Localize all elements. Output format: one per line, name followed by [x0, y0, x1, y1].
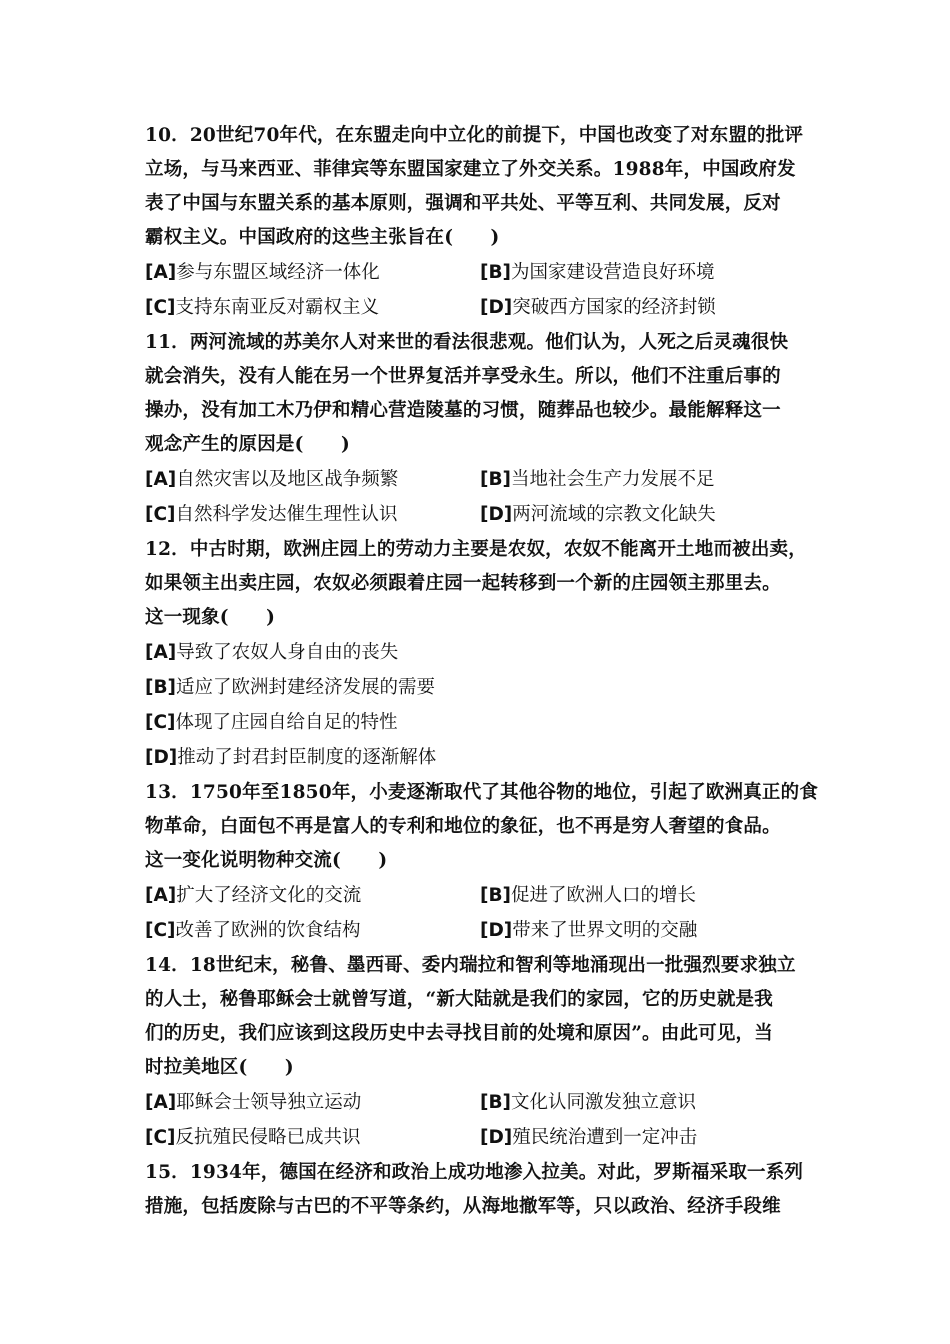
question-14-line-2: 的人士，秘鲁耶稣会士就曾写道，“新大陆就是我们的家园，它的历史就是我 — [145, 989, 773, 1010]
question-14-option-c[interactable] — [145, 1126, 361, 1150]
question-13-option-a[interactable] — [145, 884, 361, 908]
question-11-option-a[interactable] — [145, 468, 398, 492]
option-text: 自然灾害以及地区战争频繁 — [176, 469, 399, 490]
question-14-line-3: 们的历史，我们应该到这段历史中去寻找目前的处境和原因”。由此可见，当 — [145, 1023, 773, 1044]
question-12-line-2: 如果领主出卖庄园，农奴必须跟着庄园一起转移到一个新的庄园领主那里去。 — [145, 573, 781, 594]
question-15-line-1: 15．1934年，德国在经济和政治上成功地渗入拉美。对此，罗斯福采取一系列 — [145, 1162, 804, 1183]
option-letter: [B] — [480, 469, 512, 490]
option-letter: [C] — [145, 504, 176, 525]
option-text: 促进了欧洲人口的增长 — [511, 885, 697, 906]
option-letter: [C] — [145, 297, 176, 318]
option-letter: [A] — [145, 469, 177, 490]
option-letter: [A] — [145, 1092, 177, 1113]
option-letter: [D] — [480, 920, 513, 941]
option-text: 扩大了经济文化的交流 — [176, 885, 362, 906]
option-text: 两河流域的宗教文化缺失 — [512, 504, 716, 525]
option-letter: [D] — [480, 1127, 513, 1148]
option-letter: [D] — [480, 297, 513, 318]
question-13-line-2: 物革命，白面包不再是富人的专利和地位的象征，也不再是穷人奢望的食品。 — [145, 816, 781, 837]
option-text: 支持东南亚反对霸权主义 — [175, 297, 380, 318]
option-text: 耶稣会士领导独立运动 — [176, 1092, 362, 1113]
question-10-line-4: 霸权主义。中国政府的这些主张旨在( ) — [145, 227, 500, 248]
option-text: 参与东盟区域经济一体化 — [176, 262, 380, 283]
question-15-line-2: 措施，包括废除与古巴的不平等条约，从海地撤军等，只以政治、经济手段维 — [145, 1196, 781, 1217]
option-letter: [C] — [145, 1127, 176, 1148]
question-10-line-2: 立场，与马来西亚、菲律宾等东盟国家建立了外交关系。1988年，中国政府发 — [145, 159, 796, 180]
question-13-option-d[interactable] — [480, 919, 697, 943]
question-11-option-c[interactable] — [145, 503, 398, 527]
question-10-option-c[interactable] — [145, 296, 379, 320]
option-letter: [A] — [145, 642, 177, 663]
option-text: 自然科学发达催生理性认识 — [175, 504, 398, 525]
question-12-option-a[interactable] — [145, 641, 398, 665]
option-text: 推动了封君封臣制度的逐渐解体 — [177, 747, 437, 768]
option-letter: [B] — [480, 1092, 512, 1113]
question-11-line-1: 11．两河流域的苏美尔人对来世的看法很悲观。他们认为，人死之后灵魂很快 — [145, 332, 789, 353]
question-11-line-3: 操办，没有加工木乃伊和精心营造陵墓的习惯，随葬品也较少。最能解释这一 — [145, 400, 781, 421]
question-13-line-1: 13．1750年至1850年，小麦逐渐取代了其他谷物的地位，引起了欧洲真正的食 — [145, 782, 819, 803]
question-14-line-4: 时拉美地区( ) — [145, 1057, 294, 1078]
question-11-line-4: 观念产生的原因是( ) — [145, 434, 350, 455]
question-11-option-b[interactable] — [480, 468, 715, 492]
question-10-line-1: 10．20世纪70年代，在东盟走向中立化的前提下，中国也改变了对东盟的批评 — [145, 125, 804, 146]
question-14-option-a[interactable] — [145, 1091, 361, 1115]
option-text: 殖民统治遭到一定冲击 — [512, 1127, 698, 1148]
option-text: 为国家建设营造良好环境 — [511, 262, 715, 283]
option-text: 适应了欧洲封建经济发展的需要 — [176, 677, 436, 698]
option-letter: [A] — [145, 885, 177, 906]
question-11-option-d[interactable] — [480, 503, 716, 527]
question-11-line-2: 就会消失，没有人能在另一个世界复活并享受永生。所以，他们不注重后事的 — [145, 366, 781, 387]
option-text: 带来了世界文明的交融 — [512, 920, 698, 941]
question-12-option-d[interactable] — [145, 746, 436, 770]
option-letter: [A] — [145, 262, 177, 283]
question-10-option-b[interactable] — [480, 261, 715, 285]
question-12-line-3: 这一现象( ) — [145, 607, 276, 628]
option-letter: [D] — [480, 504, 513, 525]
question-10-option-d[interactable] — [480, 296, 716, 320]
option-text: 改善了欧洲的饮食结构 — [175, 920, 361, 941]
question-10-option-a[interactable] — [145, 261, 380, 285]
option-text: 反抗殖民侵略已成共识 — [175, 1127, 361, 1148]
question-14-line-1: 14．18世纪末，秘鲁、墨西哥、委内瑞拉和智利等地涌现出一批强烈要求独立 — [145, 955, 796, 976]
option-letter: [C] — [145, 712, 176, 733]
question-10-line-3: 表了中国与东盟关系的基本原则，强调和平共处、平等互利、共同发展，反对 — [145, 193, 781, 214]
option-letter: [B] — [480, 885, 512, 906]
option-letter: [D] — [145, 747, 178, 768]
question-13-line-3: 这一变化说明物种交流( ) — [145, 850, 388, 871]
option-letter: [B] — [480, 262, 512, 283]
question-12-option-b[interactable] — [145, 676, 435, 700]
option-letter: [B] — [145, 677, 177, 698]
question-14-option-b[interactable] — [480, 1091, 696, 1115]
question-13-option-b[interactable] — [480, 884, 696, 908]
option-text: 当地社会生产力发展不足 — [511, 469, 715, 490]
option-text: 导致了农奴人身自由的丧失 — [176, 642, 399, 663]
question-12-line-1: 12．中古时期，欧洲庄园上的劳动力主要是农奴，农奴不能离开土地而被出卖， — [145, 539, 807, 560]
option-text: 体现了庄园自给自足的特性 — [175, 712, 398, 733]
question-14-option-d[interactable] — [480, 1126, 697, 1150]
option-letter: [C] — [145, 920, 176, 941]
question-12-option-c[interactable] — [145, 711, 398, 735]
option-text: 突破西方国家的经济封锁 — [512, 297, 716, 318]
question-13-option-c[interactable] — [145, 919, 361, 943]
option-text: 文化认同激发独立意识 — [511, 1092, 697, 1113]
